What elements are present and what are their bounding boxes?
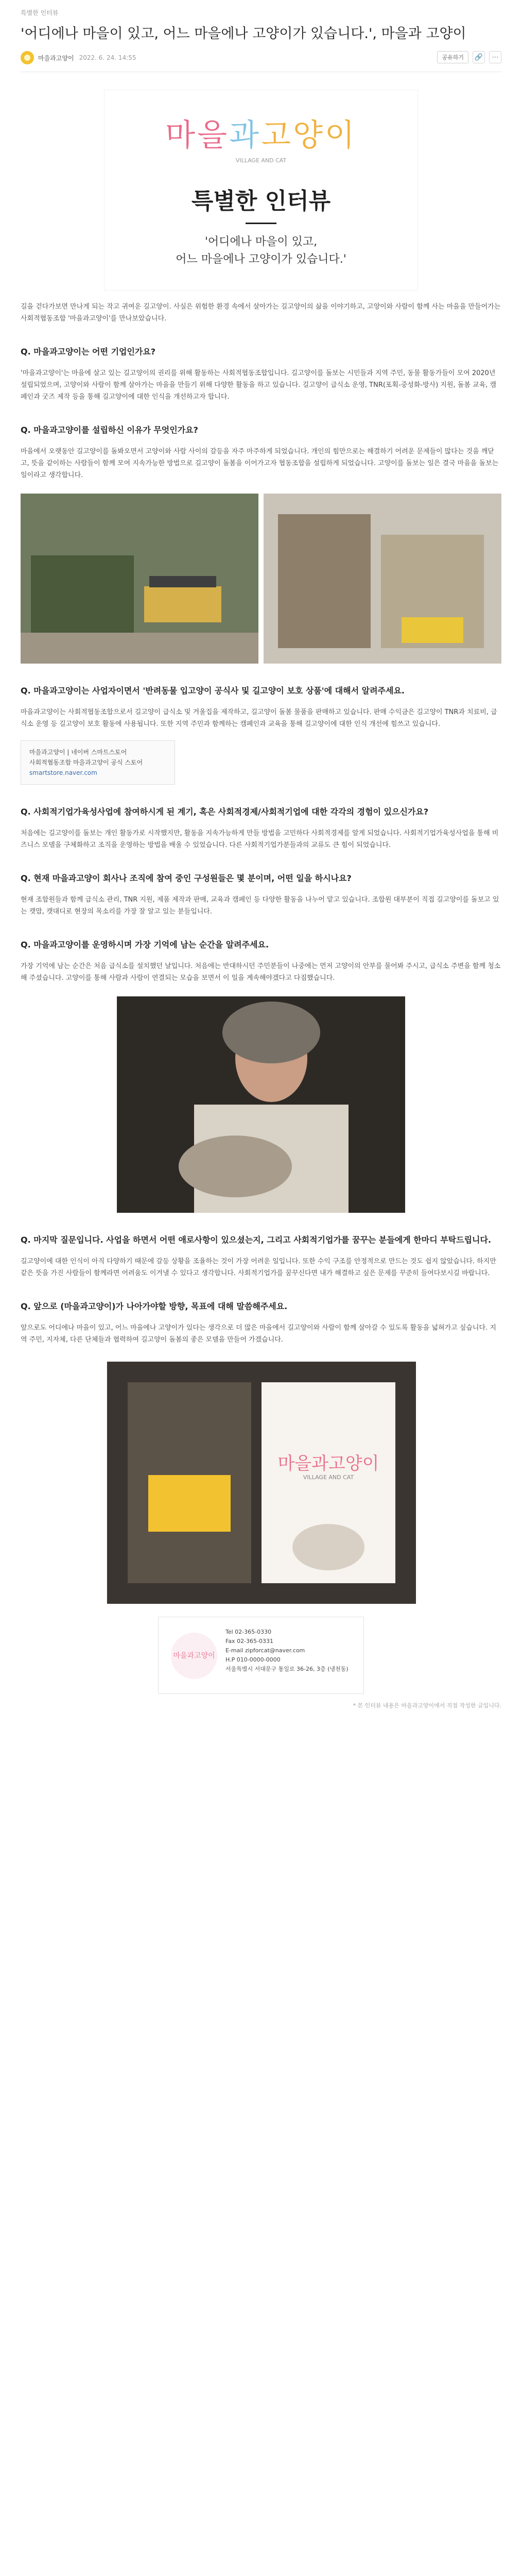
question-6: Q. 마을과고양이를 운영하시며 가장 기억에 남는 순간을 알려주세요.	[21, 940, 269, 950]
answer-1: '마을과고양이'는 마을에 살고 있는 길고양이의 권리를 위해 활동하는 사회적협동조합입니다. 길고양이를 돌보는 시민들과 지역 주민, 동물 활동가들이 모여 2020년 설립되었으며, 고양이와 사람이 함께 살아가는 마을을 만들기 위해 다양한 활동을 하고 있습니다. 길고양이 급식소 운영, TNR(포획-중성화-방사) 지원, 돌봄 교육, 캠페인과 굿즈 제작 등을 통해 길고양이에 대한 인식을 개선하고자 합니다.	[21, 369, 496, 401]
answer-5: 현재 조합원들과 함께 급식소 관리, TNR 지원, 제품 제작과 판매, 교육과 캠페인 등 다양한 활동을 나누어 맡고 있습니다. 조합원 대부분이 직접 길고양이를 돌보고 있는 캣맘, 캣대디로 현장의 목소리를 가장 잘 알고 있는 분들입니다.	[21, 896, 499, 916]
logo-text-a: 마을	[165, 117, 230, 154]
pavement	[21, 633, 258, 664]
logo-text-b: 과	[229, 117, 261, 154]
sign-graphic	[107, 1362, 416, 1604]
store-link-url[interactable]: smartstore.naver.com	[29, 769, 97, 776]
share-group	[437, 51, 501, 63]
feeding-box-roof	[149, 576, 216, 587]
question-8: Q. 앞으로 (마을과고양이)가 나아가야할 방향, 목표에 대해 말씀해주세요.	[21, 1301, 288, 1311]
contact-hp: H.P 010-0000-0000	[225, 1656, 281, 1663]
question-1: Q. 마을과고양이는 어떤 기업인가요?	[21, 347, 156, 357]
contact-card	[158, 1617, 364, 1694]
category-label[interactable]: 특별한 인터뷰	[21, 9, 59, 16]
logo-subtitle: VILLAGE AND CAT	[235, 157, 287, 164]
store-link-title: 마을과고양이 | 네이버 스마트스토어	[29, 749, 127, 756]
feeding-box	[144, 586, 221, 622]
hero-quote	[105, 233, 417, 268]
answer-7: 길고양이에 대한 인식이 아직 다양하기 때문에 갈등 상황을 조율하는 것이 가장 어려운 일입니다. 또한 수익 구조를 안정적으로 만드는 것도 쉽지 않았습니다. 하지만 같은 뜻을 가진 사람들이 함께라면 어려움도 이겨낼 수 있다고 생각합니다. 사회적기업가를 꿈꾸신다면 내가 해결하고 싶은 문제를 꾸준히 들여다보시길 바랍니다.	[21, 1258, 496, 1277]
question-3: Q. 마을과고양이는 사업자이면서 '반려동물 입고양이 공식사 및 길고양이 보호 상품'에 대해서 알려주세요.	[21, 686, 405, 696]
answer-8: 앞으로도 어디에나 마을이 있고, 어느 마을에나 고양이가 있다는 생각으로 더 많은 마을에서 길고양이와 사람이 함께 살아갈 수 있도록 활동을 넓혀가고 싶습니다. 지역 주민, 지자체, 다른 단체들과 협력하여 길고양이 돌봄의 좋은 모델을 만들어 가겠습니다.	[21, 1324, 496, 1344]
store-link-card[interactable]	[21, 740, 175, 785]
sign-subtitle: VILLAGE AND CAT	[303, 1474, 354, 1481]
bushes	[31, 555, 134, 638]
sleeping-cat	[292, 1524, 364, 1570]
yellow-box	[402, 617, 463, 643]
cat-house	[148, 1475, 231, 1532]
question-7: Q. 마지막 질문입니다. 사업을 하면서 어떤 애로사항이 있으셨는지, 그리고 사회적기업가를 꿈꾸는 분들에게 한마디 부탁드립니다.	[21, 1235, 492, 1245]
hero-divider	[246, 223, 276, 224]
contact-email[interactable]: E-mail zipforcat@naver.com	[225, 1647, 305, 1654]
store-link-desc: 사회적협동조합 마을과고양이 공식 스토어	[29, 759, 143, 766]
feeding-station-photos	[21, 494, 501, 664]
answer-4: 처음에는 길고양이를 돌보는 개인 활동가로 시작했지만, 활동을 지속가능하게 만들 방법을 고민하다 사회적경제를 알게 되었습니다. 사회적기업가육성사업을 통해 비즈니스 모델을 구체화하고 조직을 운영하는 방법을 배울 수 있었습니다. 다른 사회적기업가분들과의 교류도 큰 힘이 되었습니다.	[21, 829, 499, 849]
answer-2: 마을에서 오랫동안 길고양이를 돌봐오면서 고양이와 사람 사이의 갈등을 자주 마주하게 되었습니다. 개인의 힘만으로는 해결하기 어려운 문제들이 많다는 것을 깨닫고, 뜻을 같이하는 사람들이 함께 모여 지속가능한 방법으로 길고양이 돌봄을 이어가고자 협동조합을 설립하게 되었습니다. 고양이를 돌보는 일은 결국 마을을 돌보는 일이라고 생각합니다.	[21, 448, 499, 479]
link-icon[interactable]: 🔗	[473, 51, 485, 63]
sign-title: 마을과고양이	[277, 1453, 379, 1474]
more-icon[interactable]: ⋯	[489, 51, 501, 63]
contact-address: 서울특별시 서대문구 통일로 36-26, 3층 (냉천동)	[225, 1666, 349, 1672]
footnote: * 본 인터뷰 내용은 마을과고양이에서 직접 작성한 글입니다.	[353, 1702, 501, 1709]
person-hair	[222, 1002, 320, 1063]
cat	[179, 1136, 292, 1197]
answer-6: 가장 기억에 남는 순간은 처음 급식소를 설치했던 날입니다. 처음에는 반대하시던 주민분들이 나중에는 먼저 고양이의 안부를 물어봐 주시고, 급식소 주변을 함께 청소해 주셨습니다. 고양이를 통해 사람과 사람이 연결되는 모습을 보면서 이 일을 계속해야겠다고 다짐했습니다.	[21, 962, 501, 982]
hero-quote-line2: 어느 마을에나 고양이가 있습니다.'	[176, 253, 346, 266]
intro-paragraph: 길을 걷다가보면 만나게 되는 작고 귀여운 길고양이. 사실은 위험한 환경 속에서 살아가는 길고양이의 삶을 이야기하고, 고양이와 사람이 함께 사는 마을을 만들어가는 사회적협동조합 '마을과고양이'를 만나보았습니다.	[21, 303, 501, 323]
contact-fax: Fax 02-365-0331	[225, 1638, 273, 1645]
contact-tel: Tel 02-365-0330	[225, 1629, 272, 1635]
hero-headline: 특별한 인터뷰	[191, 188, 331, 214]
author-avatar[interactable]	[21, 51, 34, 64]
question-4: Q. 사회적기업가육성사업에 참여하시게 된 계기, 혹은 사회적경제/사회적기업에 대한 각각의 경험이 있으신가요?	[21, 807, 429, 817]
cat-care-photo	[117, 996, 405, 1213]
question-5: Q. 현재 마을과고양이 회사나 조직에 참여 중인 구성원들은 몇 분이며, 어떤 일을 하시나요?	[21, 873, 352, 883]
question-2: Q. 마을과고양이를 설립하신 이유가 무엇인가요?	[21, 425, 198, 435]
logo-text-c: 고양이	[261, 117, 357, 154]
hero-banner	[104, 90, 418, 291]
post-date: 2022. 6. 24. 14:55	[79, 54, 136, 61]
article-title: '어디에나 마을이 있고, 어느 마을에나 고양이가 있습니다.', 마을과 고양이	[21, 26, 466, 42]
author-name[interactable]: 마을과고양이	[38, 54, 74, 62]
hero-logo	[105, 90, 417, 155]
contact-logo: 마을과고양이	[171, 1633, 217, 1679]
answer-3: 마을과고양이는 사회적협동조합으로서 길고양이 급식소 및 겨울집을 제작하고, 길고양이 돌봄 물품을 판매하고 있습니다. 판매 수익금은 길고양이 TNR과 치료비, 급식소 운영 등 길고양이 보호 활동에 사용됩니다. 또한 지역 주민과 함께하는 캠페인과 교육을 통해 길고양이에 대한 인식 개선에 힘쓰고 있습니다.	[21, 708, 497, 728]
shelf	[278, 514, 371, 648]
article-meta	[21, 51, 501, 72]
hero-quote-line1: '어디에나 마을이 있고,	[204, 235, 318, 248]
sign-photo	[107, 1361, 415, 1603]
share-button[interactable]: 공유하기	[437, 51, 468, 63]
